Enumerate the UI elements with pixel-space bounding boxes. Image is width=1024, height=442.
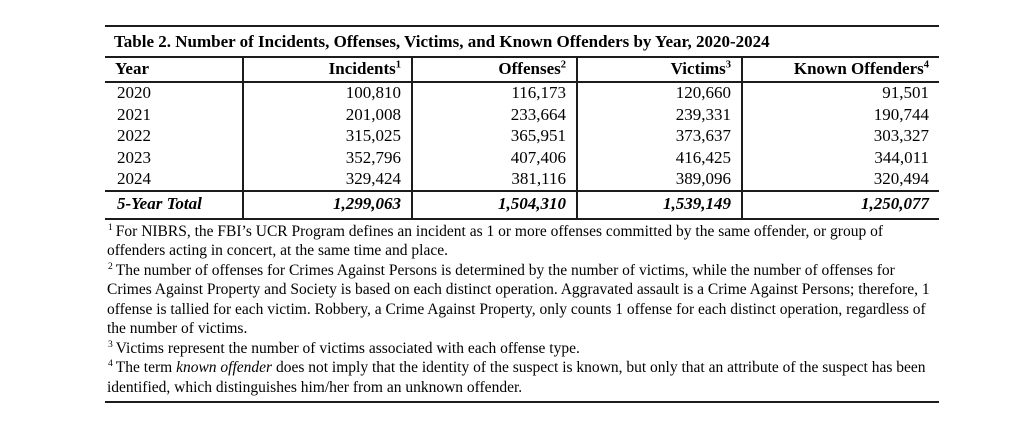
footnote-2 — [107, 261, 937, 339]
year-cell: 2022 — [117, 126, 151, 146]
col-header-known-offenders-label: Known Offenders — [793, 59, 924, 79]
incidents-value: 100,810 — [243, 82, 412, 104]
col-header-known-offenders — [742, 57, 939, 82]
col-header-year-label: Year — [115, 59, 149, 79]
col-header-offenses-label: Offenses — [498, 59, 561, 79]
table-row — [105, 148, 939, 169]
known-offenders-value: 91,501 — [742, 82, 939, 104]
victims-value: 416,425 — [577, 148, 742, 169]
known-offenders-value: 320,494 — [742, 169, 939, 191]
col-header-victims — [577, 57, 742, 82]
incidents-value: 329,424 — [243, 169, 412, 191]
col-header-year — [105, 57, 243, 82]
col-header-incidents-label: Incidents — [328, 59, 396, 79]
footnote-text: The number of offenses for Crimes Against Persons is determined by the number of victims, while the number of offenses for Crimes Against Property and Society is based on each distinct operation. Aggravated assault is a Crime Against Persons; therefore, 1 offense is tallied for each victim. Robbery, a Crime Against Property, only counts 1 offense for each distinct operation, regardless of the number of victims. — [107, 261, 930, 338]
table-row — [105, 105, 939, 126]
footnote-italic-term: known offender — [176, 359, 273, 377]
footnote-marker: 2 — [108, 260, 113, 272]
superscript-marker: 3 — [725, 59, 731, 71]
total-victims-value: 1,539,149 — [577, 191, 742, 218]
col-header-incidents — [243, 57, 412, 82]
footnote-marker: 3 — [108, 338, 113, 350]
total-row — [105, 191, 939, 218]
footnote-text: Victims represent the number of victims associated with each offense type. — [115, 339, 580, 357]
year-cell: 2020 — [117, 83, 151, 103]
footnote-1 — [107, 222, 937, 261]
document — [105, 25, 939, 403]
col-header-offenses — [412, 57, 577, 82]
victims-value: 239,331 — [577, 105, 742, 126]
table-title: Table 2. Number of Incidents, Offenses, Victims, and Known Offenders by Year, 2020-2024 — [105, 25, 939, 56]
year-cell: 2024 — [117, 169, 151, 189]
year-cell: 2023 — [117, 147, 151, 167]
footnote-text: For NIBRS, the FBI’s UCR Program defines an incident as 1 or more offenses committed by the same offender, or group of offenders acting in concert, at the same time and place. — [107, 222, 884, 260]
offenses-value: 407,406 — [412, 148, 577, 169]
offenses-value: 116,173 — [412, 82, 577, 104]
known-offenders-value: 303,327 — [742, 126, 939, 147]
total-label: 5-Year Total — [117, 194, 202, 214]
total-offenses-value: 1,504,310 — [412, 191, 577, 218]
col-header-victims-label: Victims — [670, 59, 726, 79]
victims-value: 389,096 — [577, 169, 742, 191]
table-row — [105, 126, 939, 147]
footnote-text: The term — [115, 359, 177, 377]
header-row — [105, 57, 939, 82]
table-row — [105, 82, 939, 104]
offenses-value: 381,116 — [412, 169, 577, 191]
table-row — [105, 169, 939, 191]
footnote-marker: 4 — [108, 358, 113, 370]
offenses-value: 233,664 — [412, 105, 577, 126]
total-known-offenders-value: 1,250,077 — [742, 191, 939, 218]
incidents-value: 352,796 — [243, 148, 412, 169]
footnotes-section — [105, 220, 939, 404]
footnote-marker: 1 — [108, 221, 113, 233]
offenses-value: 365,951 — [412, 126, 577, 147]
footnote-4 — [107, 358, 937, 397]
incidents-value: 315,025 — [243, 126, 412, 147]
victims-value: 120,660 — [577, 82, 742, 104]
year-cell: 2021 — [117, 104, 151, 124]
superscript-marker: 4 — [923, 59, 929, 71]
total-incidents-value: 1,299,063 — [243, 191, 412, 218]
known-offenders-value: 190,744 — [742, 105, 939, 126]
footnote-3 — [107, 339, 937, 359]
known-offenders-value: 344,011 — [742, 148, 939, 169]
footnote-text: does not imply that the identity of the suspect is known, but only that an attribute of the suspect has been identified, which distinguishes him/her from an unknown offender. — [107, 359, 926, 396]
incidents-value: 201,008 — [243, 105, 412, 126]
data-table — [105, 56, 939, 220]
superscript-marker: 2 — [560, 59, 566, 71]
victims-value: 373,637 — [577, 126, 742, 147]
superscript-marker: 1 — [395, 59, 401, 71]
